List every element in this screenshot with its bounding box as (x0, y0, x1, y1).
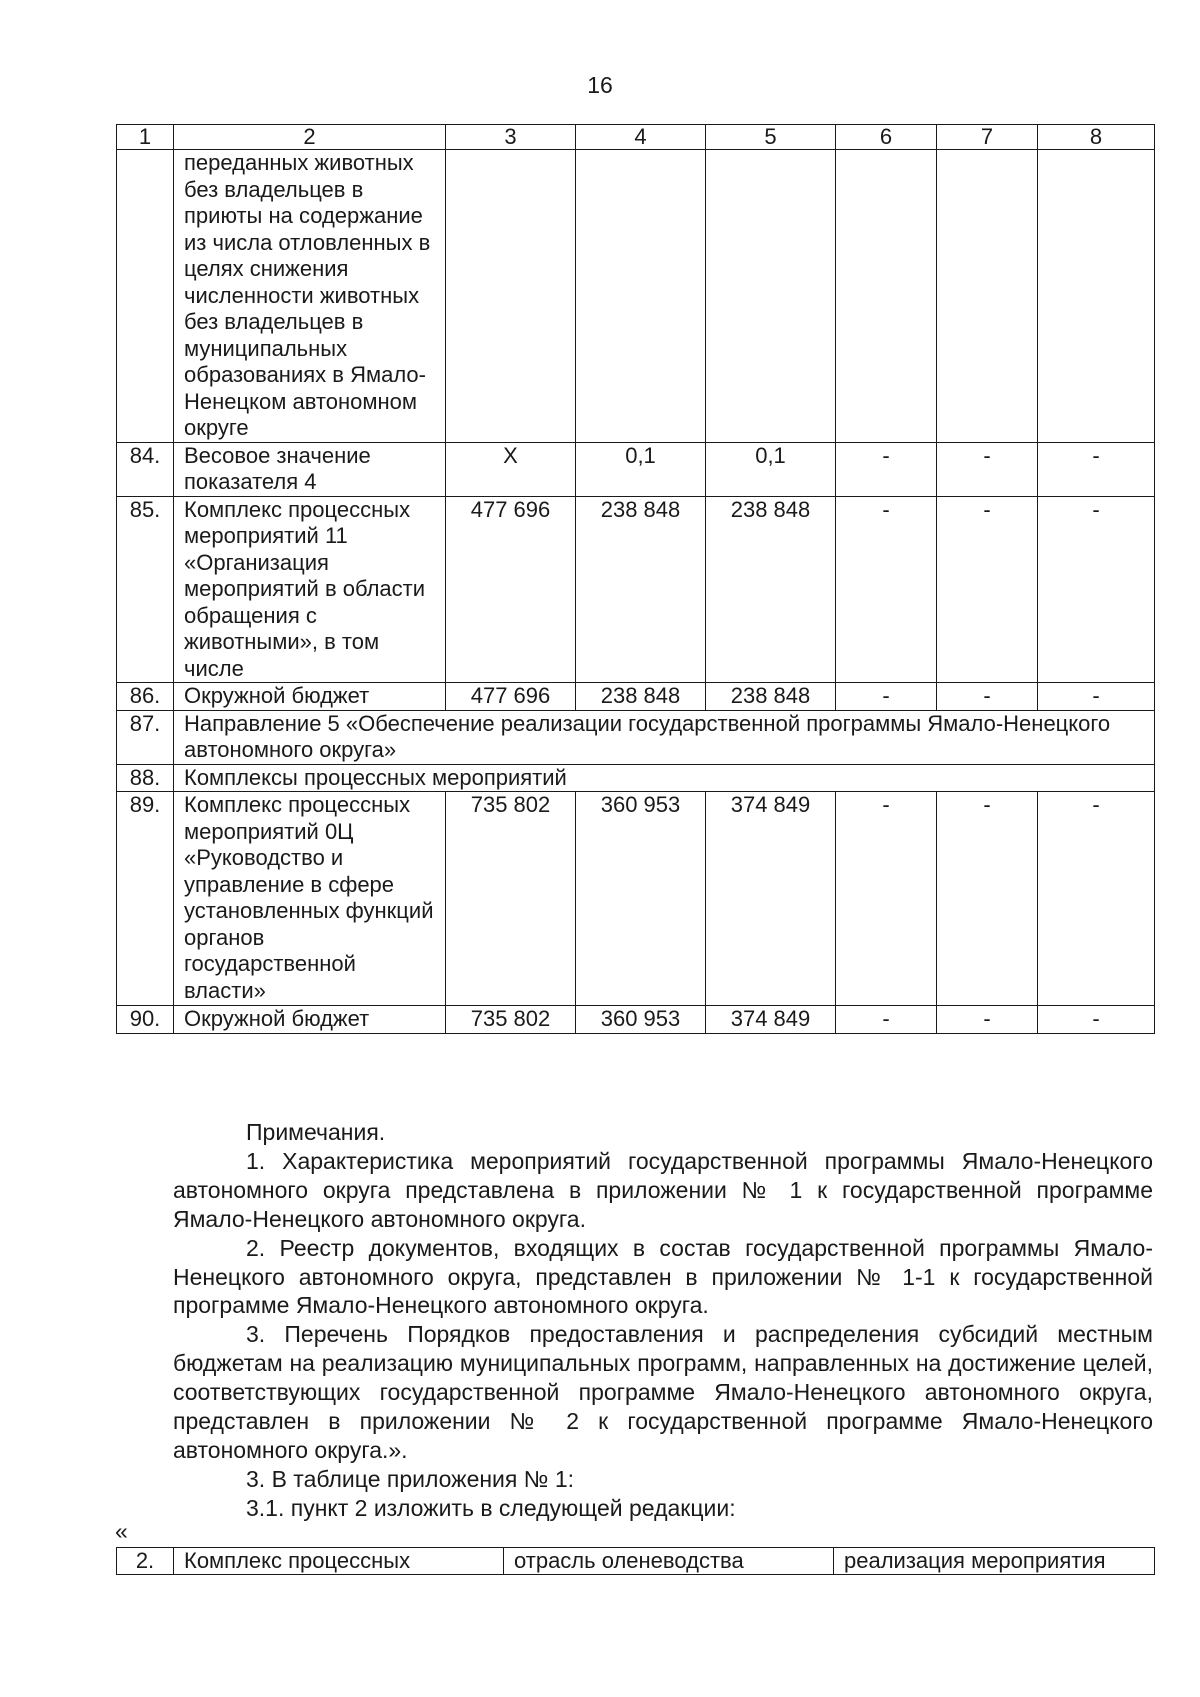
table-header-row (117, 125, 1155, 150)
note-paragraph: 1. Характеристика мероприятий государственной программы Ямало-Ненецкого автономного округа представлена в приложении № 1 к государственной программе Ямало-Ненецкого автономного округа. (173, 1147, 1153, 1232)
row-number-cell: 89. (117, 792, 174, 1006)
column-header: 1 (117, 125, 174, 150)
value-cell: - (836, 792, 937, 1006)
section-heading-cell: Комплексы процессных мероприятий (174, 764, 1155, 792)
value-cell: 735 802 (446, 792, 576, 1006)
row-name-cell: Окружной бюджет (174, 1006, 446, 1034)
row-number-cell: 88. (117, 764, 174, 792)
value-cell: - (836, 442, 937, 496)
table-row (117, 1548, 1155, 1575)
amendment-subitem: 3.1. пункт 2 изложить в следующей редакции: (246, 1494, 736, 1521)
table-row (117, 792, 1155, 1006)
value-cell: - (1038, 792, 1155, 1006)
row-name-cell: Комплекс процессных мероприятий 11 «Организация мероприятий в области обращения с животными», в том числе (174, 496, 446, 683)
table-row-continuation (117, 150, 1155, 443)
row-name-cell: переданных животных без владельцев в приюты на содержание из числа отловленных в целях снижения численности животных без владельцев в муниципальных образованиях в Ямало-Ненецком автономном округе (174, 150, 446, 443)
value-cell: 238 848 (706, 683, 836, 711)
value-cell: 0,1 (576, 442, 706, 496)
page-number: 16 (587, 72, 613, 98)
value-cell: 374 849 (706, 1006, 836, 1034)
row-name-cell: Весовое значение показателя 4 (174, 442, 446, 496)
value-cell (706, 150, 836, 443)
table-row (117, 710, 1155, 764)
table-row (117, 496, 1155, 683)
value-cell: 238 848 (576, 683, 706, 711)
value-cell: 0,1 (706, 442, 836, 496)
value-cell: - (836, 496, 937, 683)
row-name-cell: Окружной бюджет (174, 683, 446, 711)
row-name-cell: Комплекс процессных мероприятий 0Ц «Руководство и управление в сфере установленных функций органов государственной власти» (174, 792, 446, 1006)
value-cell (836, 150, 937, 443)
value-cell: Х (446, 442, 576, 496)
column-header: 8 (1038, 125, 1155, 150)
column-header: 5 (706, 125, 836, 150)
value-cell: отрасль оленеводства (504, 1548, 834, 1575)
row-name-cell: Комплекс процессных (174, 1548, 504, 1575)
row-number-cell: 90. (117, 1006, 174, 1034)
value-cell: - (937, 442, 1038, 496)
note-paragraph: 2. Реестр документов, входящих в состав государственной программы Ямало-Ненецкого автономного округа, представлен в приложении № 1-1 к государственной программе Ямало-Ненецкого автономного округа. (173, 1234, 1153, 1319)
amended-table (116, 1547, 1155, 1575)
value-cell: 238 848 (576, 496, 706, 683)
column-header: 7 (937, 125, 1038, 150)
amendment-item: 3. В таблице приложения № 1: (246, 1465, 574, 1492)
column-header: 3 (446, 125, 576, 150)
value-cell: - (1038, 1006, 1155, 1034)
table-row (117, 1006, 1155, 1034)
value-cell: - (1038, 442, 1155, 496)
column-header: 6 (836, 125, 937, 150)
value-cell: 477 696 (446, 683, 576, 711)
value-cell: реализация мероприятия (834, 1548, 1155, 1575)
opening-quote-mark: « (115, 1518, 128, 1544)
row-number-cell: 2. (117, 1548, 174, 1575)
row-number-cell: 86. (117, 683, 174, 711)
value-cell: - (836, 683, 937, 711)
table-row (117, 683, 1155, 711)
value-cell: - (937, 792, 1038, 1006)
column-header: 4 (576, 125, 706, 150)
value-cell: 374 849 (706, 792, 836, 1006)
section-heading-cell: Направление 5 «Обеспечение реализации государственной программы Ямало-Ненецкого автономного округа» (174, 710, 1155, 764)
notes-section (173, 1118, 1153, 1523)
row-number-cell: 87. (117, 710, 174, 764)
value-cell: 360 953 (576, 1006, 706, 1034)
row-number-cell: 85. (117, 496, 174, 683)
value-cell (937, 150, 1038, 443)
value-cell (446, 150, 576, 443)
value-cell: - (1038, 496, 1155, 683)
value-cell: - (937, 496, 1038, 683)
indicators-table (116, 124, 1155, 1034)
row-number-cell: 84. (117, 442, 174, 496)
value-cell (576, 150, 706, 443)
value-cell: 238 848 (706, 496, 836, 683)
value-cell: - (937, 683, 1038, 711)
table-row (117, 442, 1155, 496)
value-cell: 735 802 (446, 1006, 576, 1034)
table-row (117, 764, 1155, 792)
note-paragraph: 3. Перечень Порядков предоставления и распределения субсидий местным бюджетам на реализацию муниципальных программ, направленных на достижение целей, соответствующих государственной программе Ямало-Ненецкого автономного округа, представлен в приложении № 2 к государственной программе Ямало-Ненецкого автономного округа.». (173, 1321, 1153, 1463)
value-cell: 477 696 (446, 496, 576, 683)
value-cell: - (937, 1006, 1038, 1034)
column-header: 2 (174, 125, 446, 150)
row-number-cell (117, 150, 174, 443)
value-cell: - (1038, 683, 1155, 711)
value-cell: 360 953 (576, 792, 706, 1006)
notes-heading: Примечания. (246, 1119, 386, 1145)
value-cell: - (836, 1006, 937, 1034)
value-cell (1038, 150, 1155, 443)
